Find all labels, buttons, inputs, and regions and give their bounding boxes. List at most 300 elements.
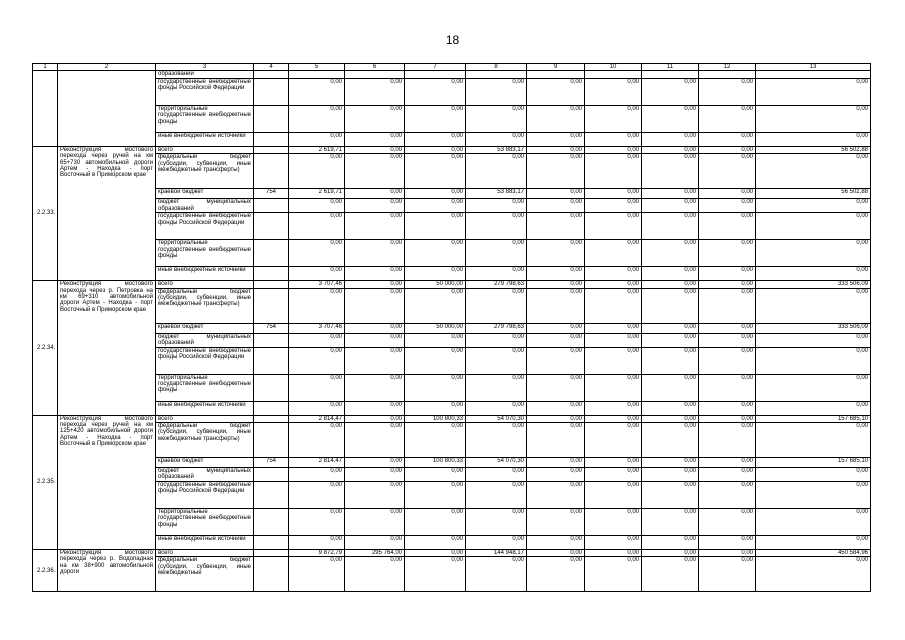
value-cell: 0,00 (527, 468, 585, 482)
value-cell: 0,00 (642, 154, 699, 189)
column-header: 4 (254, 64, 289, 71)
table-row (33, 557, 871, 592)
value-cell: 3 707,46 (289, 281, 345, 288)
value-cell: 0,00 (405, 146, 466, 153)
table-row (33, 132, 871, 146)
value-cell: 0,00 (699, 536, 756, 550)
value-cell: 0,00 (642, 213, 699, 240)
item-code: 2.2.33. (33, 146, 58, 280)
table-row (33, 458, 871, 468)
value-cell: 0,00 (699, 482, 756, 509)
value-cell: 0,00 (405, 347, 466, 374)
value-cell (642, 71, 699, 78)
value-cell: 0,00 (289, 401, 345, 415)
value-cell: 2 619,71 (289, 189, 345, 199)
value-cell: 0,00 (345, 374, 405, 401)
value-cell (405, 71, 466, 78)
item-code: 2.2.36. (33, 550, 58, 592)
value-cell: 0,00 (405, 154, 466, 189)
value-cell: 56 502,88 (756, 189, 871, 199)
value-cell: 100 800,33 (405, 415, 466, 422)
value-cell: 0,00 (345, 189, 405, 199)
value-cell: 0,00 (585, 105, 642, 132)
grbs-cell (254, 333, 289, 347)
grbs-cell (254, 423, 289, 458)
value-cell: 0,00 (585, 482, 642, 509)
source-cell: территориальные государственные внебюджетные фонды (156, 374, 254, 401)
table-row (33, 401, 871, 415)
column-header: 3 (156, 64, 254, 71)
source-cell: государственные внебюджетные фонды Российской Федерации (156, 78, 254, 105)
column-header: 9 (527, 64, 585, 71)
value-cell: 0,00 (289, 482, 345, 509)
value-cell: 0,00 (405, 132, 466, 146)
source-cell: бюджет муниципальных образований (156, 199, 254, 213)
value-cell: 0,00 (527, 78, 585, 105)
value-cell: 0,00 (756, 374, 871, 401)
value-cell: 0,00 (345, 468, 405, 482)
table-row (33, 415, 871, 422)
value-cell: 0,00 (642, 199, 699, 213)
value-cell: 0,00 (699, 154, 756, 189)
value-cell: 0,00 (405, 423, 466, 458)
value-cell: 0,00 (345, 415, 405, 422)
value-cell: 0,00 (756, 482, 871, 509)
value-cell: 0,00 (642, 267, 699, 281)
column-header: 1 (33, 64, 58, 71)
value-cell: 0,00 (405, 509, 466, 536)
value-cell: 0,00 (466, 536, 527, 550)
table-row (33, 199, 871, 213)
item-name: Реконструкция мостового перехода через ручей на км 125+420 автомобильной дороги Артем - Находка - порт Восточный в Приморском крае (58, 415, 156, 549)
value-cell: 0,00 (345, 401, 405, 415)
value-cell: 0,00 (289, 333, 345, 347)
value-cell: 0,00 (527, 347, 585, 374)
value-cell: 0,00 (642, 105, 699, 132)
value-cell: 0,00 (345, 458, 405, 468)
value-cell: 0,00 (466, 509, 527, 536)
value-cell: 0,00 (289, 267, 345, 281)
value-cell: 0,00 (527, 189, 585, 199)
value-cell: 0,00 (699, 323, 756, 333)
value-cell: 50 000,00 (405, 323, 466, 333)
source-cell: государственные внебюджетные фонды Российской Федерации (156, 213, 254, 240)
value-cell: 0,00 (345, 347, 405, 374)
table-row (33, 146, 871, 153)
grbs-cell (254, 557, 289, 592)
value-cell: 0,00 (699, 288, 756, 323)
value-cell: 0,00 (699, 78, 756, 105)
grbs-cell (254, 78, 289, 105)
value-cell: 0,00 (466, 557, 527, 592)
value-cell: 0,00 (466, 288, 527, 323)
source-cell: федеральный бюджет (субсидии, субвенции, иные межбюджетные (156, 557, 254, 592)
source-cell: всего (156, 146, 254, 153)
grbs-cell: 754 (254, 458, 289, 468)
grbs-cell (254, 482, 289, 509)
value-cell: 0,00 (345, 323, 405, 333)
value-cell: 0,00 (527, 374, 585, 401)
value-cell: 0,00 (527, 536, 585, 550)
value-cell: 0,00 (642, 509, 699, 536)
value-cell: 0,00 (527, 132, 585, 146)
value-cell: 0,00 (585, 213, 642, 240)
value-cell: 0,00 (405, 482, 466, 509)
value-cell: 157 685,10 (756, 415, 871, 422)
source-cell: всего (156, 550, 254, 557)
value-cell: 0,00 (466, 154, 527, 189)
value-cell: 0,00 (642, 401, 699, 415)
item-code: 2.2.35. (33, 415, 58, 549)
table-row (33, 550, 871, 557)
page-number: 18 (445, 33, 460, 47)
value-cell: 0,00 (527, 323, 585, 333)
value-cell (289, 71, 345, 78)
value-cell: 0,00 (527, 415, 585, 422)
column-header: 13 (756, 64, 871, 71)
source-cell: территориальные государственные внебюджетные фонды (156, 240, 254, 267)
value-cell: 0,00 (585, 146, 642, 153)
value-cell: 333 506,09 (756, 323, 871, 333)
value-cell: 0,00 (289, 288, 345, 323)
value-cell: 0,00 (585, 281, 642, 288)
value-cell: 0,00 (699, 105, 756, 132)
value-cell: 0,00 (345, 509, 405, 536)
table-row (33, 482, 871, 509)
value-cell: 0,00 (585, 288, 642, 323)
grbs-cell (254, 199, 289, 213)
value-cell: 0,00 (345, 536, 405, 550)
value-cell: 0,00 (527, 154, 585, 189)
value-cell: 0,00 (642, 557, 699, 592)
value-cell: 0,00 (642, 323, 699, 333)
table-row (33, 71, 871, 78)
value-cell: 0,00 (756, 536, 871, 550)
value-cell: 0,00 (405, 267, 466, 281)
source-cell: иные внебюджетные источники (156, 132, 254, 146)
value-cell: 0,00 (527, 288, 585, 323)
value-cell: 0,00 (699, 557, 756, 592)
table-row (33, 468, 871, 482)
value-cell: 0,00 (289, 240, 345, 267)
source-cell: иные внебюджетные источники (156, 267, 254, 281)
grbs-cell (254, 267, 289, 281)
value-cell: 0,00 (345, 557, 405, 592)
value-cell: 0,00 (699, 374, 756, 401)
value-cell: 0,00 (405, 468, 466, 482)
source-cell: территориальные государственные внебюджетные фонды (156, 509, 254, 536)
value-cell: 0,00 (642, 458, 699, 468)
grbs-cell (254, 213, 289, 240)
value-cell: 0,00 (289, 509, 345, 536)
value-cell: 0,00 (345, 240, 405, 267)
column-header: 8 (466, 64, 527, 71)
value-cell: 0,00 (527, 482, 585, 509)
value-cell: 279 798,63 (466, 323, 527, 333)
table-row (33, 105, 871, 132)
grbs-cell: 754 (254, 189, 289, 199)
value-cell: 0,00 (466, 347, 527, 374)
value-cell: 0,00 (527, 240, 585, 267)
value-cell: 0,00 (699, 347, 756, 374)
value-cell: 0,00 (527, 333, 585, 347)
value-cell: 0,00 (466, 333, 527, 347)
value-cell (345, 71, 405, 78)
value-cell: 0,00 (642, 189, 699, 199)
source-cell: федеральный бюджет (субсидии, субвенции, иные межбюджетные трансферты) (156, 288, 254, 323)
value-cell: 0,00 (585, 550, 642, 557)
value-cell: 0,00 (585, 323, 642, 333)
value-cell: 0,00 (642, 415, 699, 422)
source-cell: федеральный бюджет (субсидии, субвенции, иные межбюджетные трансферты) (156, 154, 254, 189)
value-cell: 0,00 (466, 267, 527, 281)
value-cell: 0,00 (756, 213, 871, 240)
table-row (33, 288, 871, 323)
value-cell: 0,00 (345, 154, 405, 189)
value-cell: 0,00 (642, 482, 699, 509)
source-cell: государственные внебюджетные фонды Российской Федерации (156, 347, 254, 374)
value-cell: 0,00 (345, 288, 405, 323)
value-cell: 0,00 (527, 199, 585, 213)
table-row (33, 536, 871, 550)
value-cell: 0,00 (527, 557, 585, 592)
table-row (33, 509, 871, 536)
value-cell: 0,00 (756, 288, 871, 323)
source-cell: территориальные государственные внебюджетные фонды (156, 105, 254, 132)
value-cell: 0,00 (585, 374, 642, 401)
value-cell: 0,00 (585, 78, 642, 105)
value-cell: 0,00 (466, 374, 527, 401)
value-cell: 0,00 (289, 468, 345, 482)
value-cell: 50 000,00 (405, 281, 466, 288)
grbs-cell (254, 468, 289, 482)
value-cell: 0,00 (585, 401, 642, 415)
value-cell: 0,00 (699, 240, 756, 267)
table-row (33, 281, 871, 288)
grbs-cell (254, 71, 289, 78)
table-row (33, 213, 871, 240)
value-cell: 0,00 (585, 458, 642, 468)
value-cell: 0,00 (527, 423, 585, 458)
table-row (33, 347, 871, 374)
value-cell: 0,00 (289, 132, 345, 146)
value-cell: 0,00 (699, 401, 756, 415)
value-cell: 0,00 (756, 557, 871, 592)
value-cell: 0,00 (345, 267, 405, 281)
value-cell: 0,00 (756, 132, 871, 146)
value-cell: 0,00 (756, 423, 871, 458)
grbs-cell (254, 146, 289, 153)
value-cell: 0,00 (527, 146, 585, 153)
value-cell: 0,00 (345, 199, 405, 213)
value-cell: 0,00 (585, 347, 642, 374)
table-row (33, 423, 871, 458)
source-cell: иные внебюджетные источники (156, 401, 254, 415)
grbs-cell (254, 105, 289, 132)
value-cell: 0,00 (756, 468, 871, 482)
budget-table (32, 63, 871, 592)
value-cell: 0,00 (585, 333, 642, 347)
source-cell: федеральный бюджет (субсидии, субвенции, иные межбюджетные трансферты) (156, 423, 254, 458)
value-cell: 0,00 (405, 105, 466, 132)
value-cell: 0,00 (345, 281, 405, 288)
source-cell: бюджет муниципальных образований (156, 468, 254, 482)
grbs-cell (254, 509, 289, 536)
grbs-cell (254, 154, 289, 189)
value-cell: 0,00 (527, 550, 585, 557)
value-cell: 0,00 (466, 132, 527, 146)
value-cell: 2 814,47 (289, 458, 345, 468)
item-code: 2.2.34. (33, 281, 58, 415)
value-cell: 0,00 (289, 199, 345, 213)
value-cell: 0,00 (527, 509, 585, 536)
value-cell: 0,00 (289, 213, 345, 240)
value-cell: 0,00 (699, 333, 756, 347)
value-cell: 0,00 (585, 509, 642, 536)
value-cell: 3 707,46 (289, 323, 345, 333)
grbs-cell: 754 (254, 323, 289, 333)
value-cell: 0,00 (405, 333, 466, 347)
value-cell: 0,00 (405, 401, 466, 415)
value-cell: 0,00 (466, 401, 527, 415)
value-cell: 0,00 (527, 401, 585, 415)
value-cell (527, 71, 585, 78)
grbs-cell (254, 288, 289, 323)
value-cell: 0,00 (585, 199, 642, 213)
value-cell: 0,00 (405, 288, 466, 323)
value-cell: 0,00 (699, 189, 756, 199)
column-header: 2 (58, 64, 156, 71)
value-cell: 295 764,00 (345, 550, 405, 557)
grbs-cell (254, 536, 289, 550)
value-cell: 0,00 (642, 281, 699, 288)
value-cell: 0,00 (699, 132, 756, 146)
source-cell: краевой бюджет (156, 458, 254, 468)
value-cell (585, 71, 642, 78)
value-cell: 0,00 (405, 189, 466, 199)
column-header: 11 (642, 64, 699, 71)
value-cell: 0,00 (756, 240, 871, 267)
column-header: 12 (699, 64, 756, 71)
value-cell: 0,00 (642, 536, 699, 550)
value-cell: 0,00 (345, 333, 405, 347)
value-cell: 0,00 (289, 557, 345, 592)
value-cell (756, 71, 871, 78)
value-cell: 0,00 (585, 536, 642, 550)
value-cell: 0,00 (756, 267, 871, 281)
value-cell: 0,00 (345, 132, 405, 146)
grbs-cell (254, 281, 289, 288)
grbs-cell (254, 401, 289, 415)
table-row (33, 323, 871, 333)
item-name: Реконструкция мостового перехода через р. Петровка на км 69+310 автомобильной дороги Артем - Находка - порт Восточный в Приморском крае (58, 281, 156, 415)
value-cell: 0,00 (527, 267, 585, 281)
table-row (33, 78, 871, 105)
value-cell: 2 619,71 (289, 146, 345, 153)
value-cell: 0,00 (466, 105, 527, 132)
value-cell: 0,00 (289, 154, 345, 189)
value-cell: 0,00 (642, 468, 699, 482)
value-cell: 0,00 (405, 536, 466, 550)
value-cell: 157 685,10 (756, 458, 871, 468)
value-cell: 0,00 (405, 240, 466, 267)
value-cell: 0,00 (642, 333, 699, 347)
value-cell: 0,00 (345, 105, 405, 132)
value-cell: 0,00 (345, 78, 405, 105)
value-cell: 0,00 (642, 347, 699, 374)
value-cell: 0,00 (642, 146, 699, 153)
grbs-cell (254, 240, 289, 267)
value-cell: 0,00 (756, 199, 871, 213)
value-cell: 0,00 (699, 458, 756, 468)
source-cell: бюджет муниципальных образований (156, 333, 254, 347)
source-cell: иные внебюджетные источники (156, 536, 254, 550)
value-cell: 53 883,17 (466, 146, 527, 153)
item-code-cell (33, 71, 58, 146)
value-cell: 0,00 (642, 374, 699, 401)
value-cell: 0,00 (642, 240, 699, 267)
value-cell: 0,00 (585, 423, 642, 458)
value-cell: 0,00 (289, 423, 345, 458)
value-cell: 0,00 (756, 105, 871, 132)
value-cell: 0,00 (585, 240, 642, 267)
value-cell: 0,00 (289, 78, 345, 105)
value-cell: 100 800,33 (405, 458, 466, 468)
value-cell: 0,00 (642, 550, 699, 557)
column-header: 5 (289, 64, 345, 71)
value-cell: 0,00 (466, 213, 527, 240)
source-cell: образований (156, 71, 254, 78)
value-cell: 0,00 (405, 199, 466, 213)
value-cell: 0,00 (585, 132, 642, 146)
value-cell: 0,00 (642, 132, 699, 146)
value-cell (466, 71, 527, 78)
table-row (33, 240, 871, 267)
grbs-cell (254, 374, 289, 401)
value-cell: 0,00 (699, 550, 756, 557)
column-header: 7 (405, 64, 466, 71)
value-cell: 0,00 (642, 423, 699, 458)
value-cell: 0,00 (289, 105, 345, 132)
value-cell: 0,00 (466, 482, 527, 509)
table-row (33, 189, 871, 199)
source-cell: краевой бюджет (156, 323, 254, 333)
grbs-cell (254, 415, 289, 422)
table-row (33, 154, 871, 189)
table-row (33, 333, 871, 347)
grbs-cell (254, 550, 289, 557)
value-cell: 333 506,09 (756, 281, 871, 288)
value-cell (699, 71, 756, 78)
table-row (33, 267, 871, 281)
value-cell: 0,00 (585, 557, 642, 592)
column-header: 6 (345, 64, 405, 71)
item-name: Реконструкция мостового перехода через ручей на км 65+730 автомобильной дороги Артем - Находка - порт Восточный в Приморском крае (58, 146, 156, 280)
value-cell: 0,00 (405, 557, 466, 592)
value-cell: 0,00 (585, 267, 642, 281)
value-cell: 54 070,30 (466, 415, 527, 422)
value-cell: 0,00 (289, 347, 345, 374)
value-cell: 0,00 (699, 415, 756, 422)
value-cell: 0,00 (699, 146, 756, 153)
value-cell: 0,00 (527, 281, 585, 288)
value-cell: 56 502,88 (756, 146, 871, 153)
value-cell: 0,00 (405, 78, 466, 105)
value-cell: 0,00 (405, 550, 466, 557)
value-cell: 0,00 (527, 105, 585, 132)
value-cell: 0,00 (756, 347, 871, 374)
value-cell: 0,00 (585, 415, 642, 422)
